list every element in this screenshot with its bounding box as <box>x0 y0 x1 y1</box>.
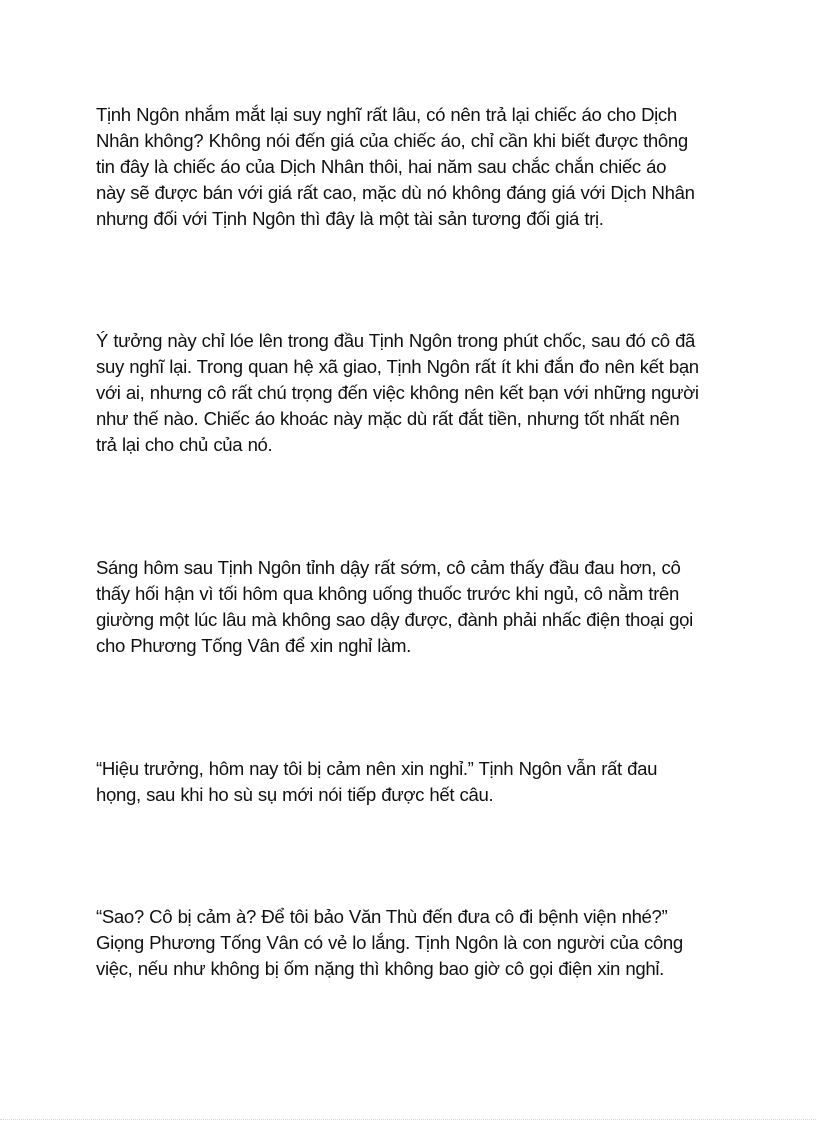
text-line: cho Phương Tống Vân để xin nghỉ làm. <box>96 635 411 656</box>
text-line: nhưng đối với Tịnh Ngôn thì đây là một tài sản tương đối giá trị. <box>96 208 604 229</box>
text-line: này sẽ được bán với giá rất cao, mặc dù nó không đáng giá với Dịch Nhân <box>96 182 695 203</box>
text-line: với ai, nhưng cô rất chú trọng đến việc không nên kết bạn với những người <box>96 382 699 403</box>
text-line: Sáng hôm sau Tịnh Ngôn tỉnh dậy rất sớm, cô cảm thấy đầu đau hơn, cô <box>96 557 681 578</box>
text-line: như thế nào. Chiếc áo khoác này mặc dù rất đắt tiền, nhưng tốt nhất nên <box>96 408 680 429</box>
text-line: Tịnh Ngôn nhắm mắt lại suy nghĩ rất lâu, có nên trả lại chiếc áo cho Dịch <box>96 104 677 125</box>
text-line: thấy hối hận vì tối hôm qua không uống thuốc trước khi ngủ, cô nằm trên <box>96 583 680 604</box>
text-line: việc, nếu như không bị ốm nặng thì không bao giờ cô gọi điện xin nghỉ. <box>96 958 664 979</box>
text-line: Ý tưởng này chỉ lóe lên trong đầu Tịnh Ngôn trong phút chốc, sau đó cô đã <box>96 330 696 351</box>
text-line: “Sao? Cô bị cảm à? Để tôi bảo Văn Thù đến đưa cô đi bệnh viện nhé?” <box>96 906 668 927</box>
paragraph-2 <box>96 328 728 458</box>
paragraph-5 <box>96 904 728 982</box>
text-line: “Hiệu trưởng, hôm nay tôi bị cảm nên xin nghỉ.” Tịnh Ngôn vẫn rất đau <box>96 758 658 779</box>
text-line: trả lại cho chủ của nó. <box>96 434 273 455</box>
text-line: Giọng Phương Tống Vân có vẻ lo lắng. Tịnh Ngôn là con người của công <box>96 932 683 953</box>
paragraph-1 <box>96 102 728 232</box>
paragraph-3 <box>96 555 728 659</box>
text-line: suy nghĩ lại. Trong quan hệ xã giao, Tịnh Ngôn rất ít khi đắn đo nên kết bạn <box>96 356 699 377</box>
text-line: Nhân không? Không nói đến giá của chiếc áo, chỉ cần khi biết được thông <box>96 130 688 151</box>
page-bottom-divider <box>0 1119 816 1120</box>
text-line: họng, sau khi ho sù sụ mới nói tiếp được hết câu. <box>96 784 494 805</box>
text-line: giường một lúc lâu mà không sao dậy được, đành phải nhấc điện thoại gọi <box>96 609 693 630</box>
paragraph-4 <box>96 756 728 808</box>
text-line: tin đây là chiếc áo của Dịch Nhân thôi, hai năm sau chắc chắn chiếc áo <box>96 156 667 177</box>
